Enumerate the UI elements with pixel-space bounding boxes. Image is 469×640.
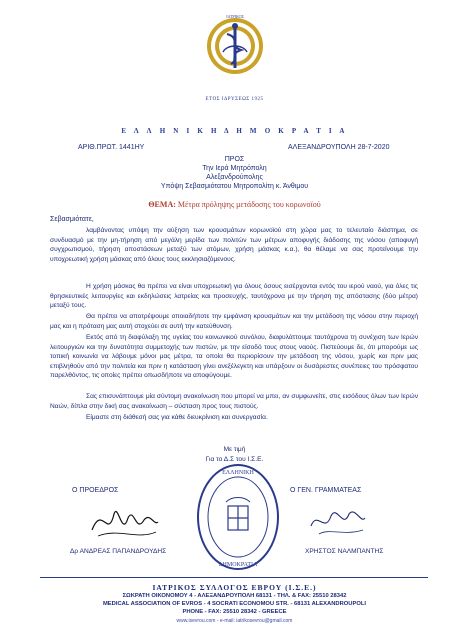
official-stamp-icon: [194, 462, 282, 572]
paragraph-4: Εκτός από τη διαφύλαξη της υγείας του κοινωνικού συνόλου, διαφυλάττουμε ταυτόχρονα τη συνέχιση των Ιερών λειτουργιών και την δυνατότητα συμμετοχής των πιστών, με την είσοδό τους στους ναούς. Πιστεύουμε δε, ότι μπορούμε ως τοπική κοινωνία να λάβουμε μόνοι μας μέτρα, τα οποία θα περιορίσουν την μετάδοση της νόσου, χωρίς και πριν μας επιβληθούν από την πολιτεία και πριν η κατάσταση γίνει ανεξέλεγκτη και υπάρξουν οι δυσάρεστες συνέπειες του πρόσφατου παρελθόντος, τις οποίες πρέπει οπωσδήποτε να αποφύγουμε.: [50, 334, 418, 379]
footer-phone: PHONE - FAX: 25510 28342 - GREECE: [182, 609, 287, 615]
secretary-title: Ο ΓΕΝ. ΓΡΑΜΜΑΤΕΑΣ: [290, 487, 362, 494]
paragraph-5: Σας επισυνάπτουμε μία σύντομη ανακοίνωση που μπορεί να μπει, αν συμφωνείτε, στις εισόδους όλων των Ιερών Ναών, δίπλα στην δική σας ανακοίνωση – σύσταση προς τους πιστούς.: [50, 393, 418, 410]
svg-text:ΙΑΤΡΙΚΟΣ: ΙΑΤΡΙΚΟΣ: [226, 14, 244, 19]
place-date: ΑΛΕΞΑΝΔΡΟΥΠΟΛΗ 28-7-2020: [288, 144, 390, 151]
association-seal-icon: [205, 6, 265, 96]
secretary-name: ΧΡΗΣΤΟΣ ΝΑΛΜΠΑΝΤΗΣ: [305, 548, 384, 555]
footer-org: ΙΑΤΡΙΚΟΣ ΣΥΛΛΟΓΟΣ ΕΒΡΟΥ (Ι.Σ.Ε.): [152, 583, 317, 592]
footer-divider: [40, 577, 428, 578]
president-name: Δρ ΑΝΔΡΕΑΣ ΠΑΠΑΝΔΡΟΥΔΗΣ: [70, 548, 167, 555]
closing-regards: Με τιμή: [223, 446, 246, 453]
president-title: Ο ΠΡΟΕΔΡΟΣ: [72, 487, 119, 494]
seal-caption: ΕΤΟΣ ΙΔΡΥΣΕΩΣ 1925: [205, 97, 264, 102]
paragraph-1: λαμβάνοντας υπόψη την αύξηση των κρουσμάτων κορωνοϊού στη χώρα μας το τελευταίο διάστημα, σε συνδυασμό με την μη-τήρηση από μεγάλη μερίδα των πολιτών των μέτρων αποφυγής διάδοσης της νόσου (αποφυγή συγχρωτισμού, τήρηση αποστάσεων μεταξύ των ατόμων, χρήση μάσκας κ.α.), θα θέλαμε να σας προτείνουμε την υποχρεωτική χρήση μάσκας από όλους τους εκκλησιαζόμενους.: [50, 227, 418, 263]
recipient-to: ΠΡΟΣ: [224, 156, 245, 163]
greeting: Σεβασμιότατε,: [50, 216, 94, 223]
closing-on-behalf: Για το Δ.Σ του Ι.Σ.Ε.: [205, 456, 264, 463]
recipient-line-3: Υπόψη Σεβασμιότατου Μητροπολίτη κ. Άνθιμου: [160, 183, 309, 190]
subject-line: [0, 200, 469, 209]
recipient-line-1: Την Ιερά Μητρόπολη: [202, 165, 267, 172]
subject-text: Μέτρα πρόληψης μετάδοσης του κορωνοϊού: [177, 200, 321, 209]
subject-label: ΘΕΜΑ:: [148, 200, 176, 209]
paragraph-6: Είμαστε στη διάθεσή σας για κάθε διευκρίνιση και συνεργασία.: [86, 414, 268, 421]
republic-heading: Ε Λ Λ Η Ν Ι Κ Η Δ Η Μ Ο Κ Ρ Α Τ Ι Α: [121, 127, 348, 135]
president-signature-icon: [88, 500, 160, 546]
paragraph-3: Θα πρέπει να αποτρέψουμε οποιαδήποτε την εμφάνιση κρουσμάτων και την μετάδοση της νόσου στην περιοχή μας και η πρόταση μας αυτή στοχεύει σε αυτή την κατεύθυνση.: [50, 313, 418, 330]
recipient-line-2: Αλεξανδρούπολης: [206, 174, 263, 181]
svg-text:ΔΗΜΟΚΡΑΤΙΑ: ΔΗΜΟΚΡΑΤΙΑ: [218, 562, 258, 568]
footer-web: www.isevrou.com - e-mail: iatrikosevrou@gmail.com: [176, 618, 293, 624]
footer-address-gr: ΣΩΚΡΑΤΗ ΟΙΚΟΝΟΜΟΥ 4 - ΑΛΕΞΑΝΔΡΟΥΠΟΛΗ 68131 - ΤΗΛ. & FAX: 25510 28342: [122, 593, 347, 599]
paragraph-2: Η χρήση μάσκας θα πρέπει να είναι υποχρεωτική για όλους όσους εισέρχονται εντός του ιερού ναού, για όλες τις θρησκευτικές λειτουργίες και εκδηλώσεις λατρείας και προσευχής, ταυτόχρονα με την τήρηση της απόστασης (δύο μέτρα) μεταξύ τους.: [50, 283, 418, 309]
protocol-number: ΑΡΙΘ.ΠΡΩΤ. 1441ΗΥ: [78, 144, 145, 151]
footer-address-en: MEDICAL ASSOCIATION OF EVROS - 4 SOCRATI ECONOMOU STR. - 68131 ALEXANDROUPOLI: [102, 601, 367, 607]
secretary-signature-icon: [305, 500, 369, 544]
svg-text:ΕΛΛΗΝΙΚΗ: ΕΛΛΗΝΙΚΗ: [222, 470, 254, 476]
